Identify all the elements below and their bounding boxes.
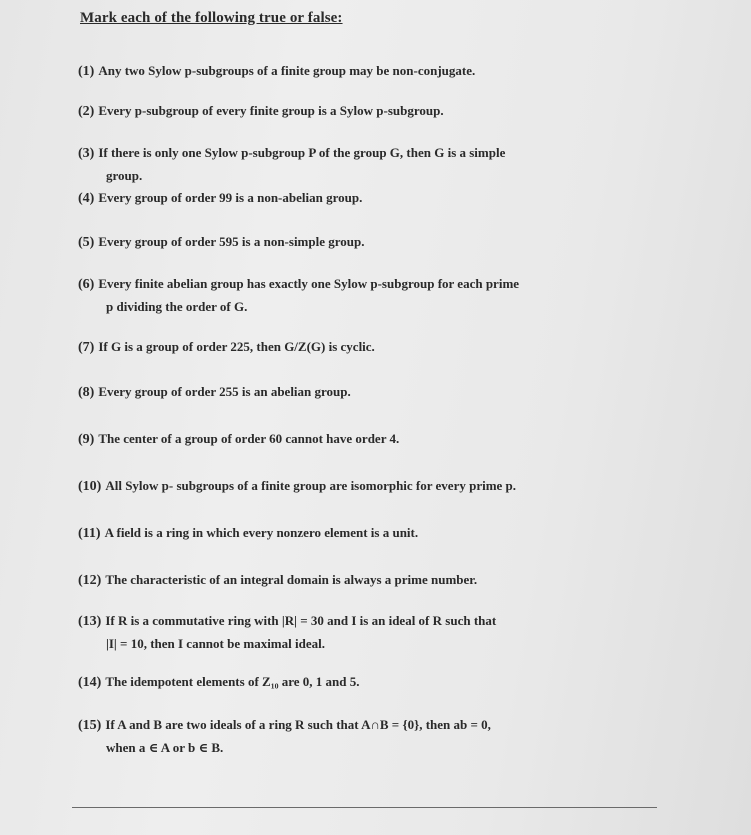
question-text: Every group of order 255 is an abelian group.: [98, 384, 351, 399]
question-number: (2): [78, 104, 95, 119]
question-number: (5): [78, 235, 95, 250]
question-1: [78, 60, 638, 83]
question-text: The idempotent elements of Z₁₀ are 0, 1 and 5.: [105, 674, 360, 689]
question-2: [78, 100, 638, 123]
question-text: The center of a group of order 60 cannot have order 4.: [98, 431, 400, 446]
question-text-continued: |I| = 10, then I cannot be maximal ideal.: [106, 636, 325, 651]
question-text: Every group of order 99 is a non-abelian group.: [98, 190, 363, 205]
question-text: Every p-subgroup of every finite group is a Sylow p-subgroup.: [98, 103, 444, 118]
question-number: (12): [78, 573, 102, 588]
question-6: [78, 273, 638, 318]
question-text: If G is a group of order 225, then G/Z(G) is cyclic.: [98, 339, 375, 354]
instruction-heading: Mark each of the following true or false:: [80, 10, 343, 26]
question-text: If R is a commutative ring with |R| = 30 and I is an ideal of R such that: [105, 613, 497, 628]
question-text: All Sylow p- subgroups of a finite group are isomorphic for every prime p.: [105, 478, 517, 493]
question-text: A field is a ring in which every nonzero element is a unit.: [104, 525, 419, 540]
question-4: [78, 187, 638, 210]
question-15: [78, 714, 638, 759]
question-11: [78, 522, 638, 545]
question-8: [78, 381, 638, 404]
bottom-divider: [72, 807, 657, 808]
question-number: (7): [78, 340, 95, 355]
question-14: [78, 671, 638, 694]
question-number: (3): [78, 146, 95, 161]
question-number: (4): [78, 191, 95, 206]
question-text-continued: when a ∈ A or b ∈ B.: [106, 740, 224, 755]
question-text: Every finite abelian group has exactly one Sylow p-subgroup for each prime: [98, 276, 520, 291]
question-number: (13): [78, 614, 102, 629]
question-text: Any two Sylow p-subgroups of a finite group may be non-conjugate.: [98, 63, 476, 78]
question-10: [78, 475, 638, 498]
question-number: (9): [78, 432, 95, 447]
question-5: [78, 231, 638, 254]
question-number: (1): [78, 64, 95, 79]
question-number: (8): [78, 385, 95, 400]
question-number: (10): [78, 479, 102, 494]
question-number: (15): [78, 718, 102, 733]
question-text: The characteristic of an integral domain is always a prime number.: [105, 572, 478, 587]
question-text: If there is only one Sylow p-subgroup P of the group G, then G is a simple: [98, 145, 506, 160]
question-9: [78, 428, 638, 451]
question-7: [78, 336, 638, 359]
question-text-continued: group.: [106, 168, 143, 183]
question-12: [78, 569, 638, 592]
question-3: [78, 142, 638, 187]
question-text: Every group of order 595 is a non-simple group.: [98, 234, 365, 249]
question-number: (11): [78, 526, 101, 541]
question-text: If A and B are two ideals of a ring R such that A∩B = {0}, then ab = 0,: [105, 717, 491, 732]
question-text-continued: p dividing the order of G.: [106, 299, 248, 314]
question-number: (6): [78, 277, 95, 292]
question-13: [78, 610, 638, 655]
question-number: (14): [78, 675, 102, 690]
